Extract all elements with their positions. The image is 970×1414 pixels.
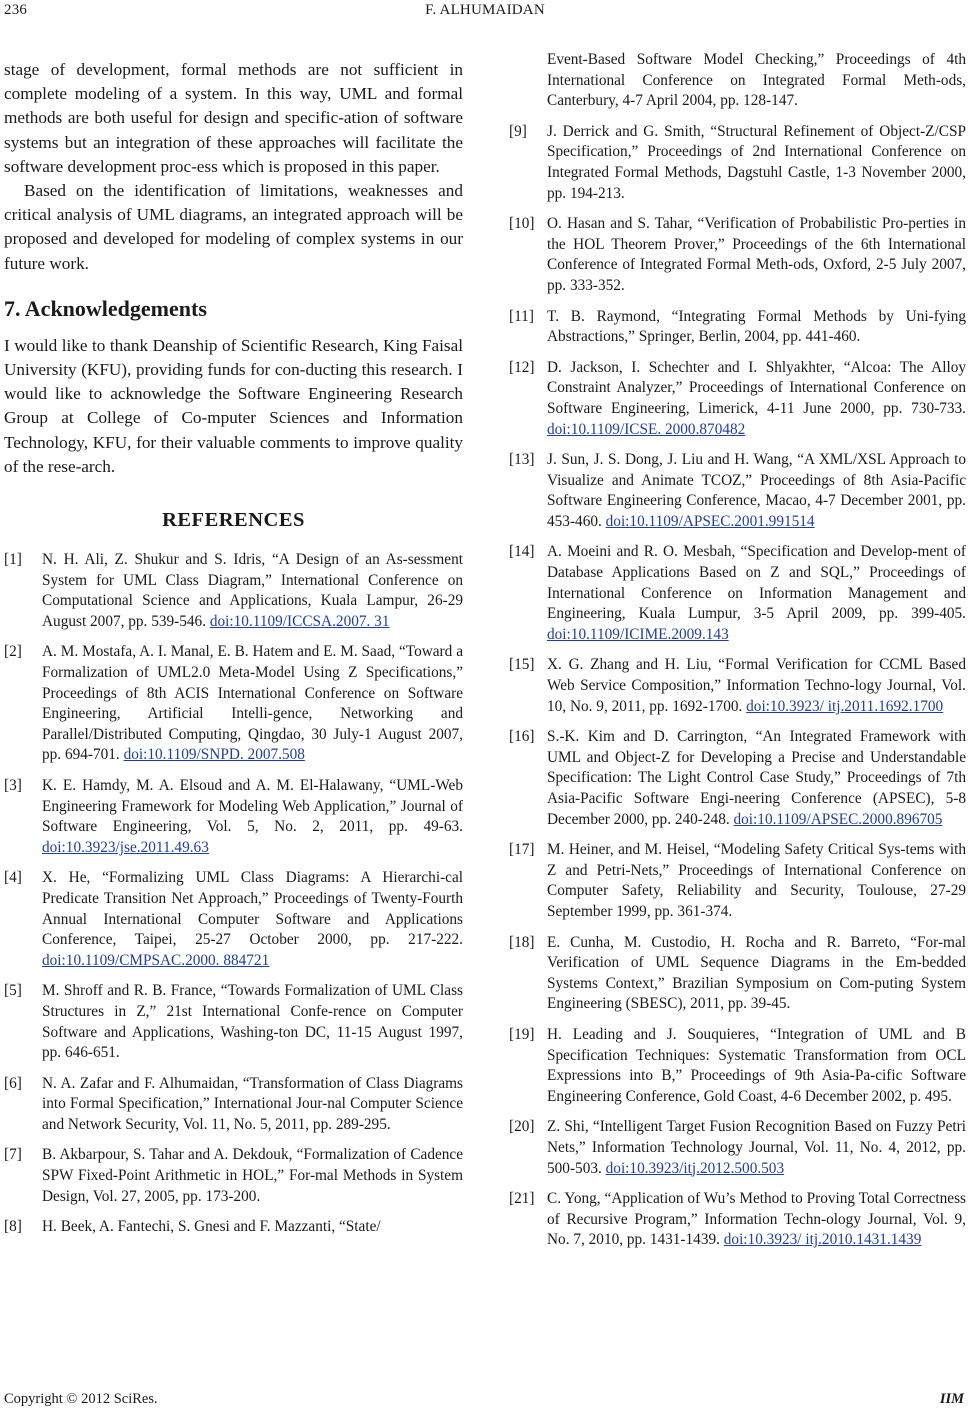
reference-text xyxy=(42,1145,463,1207)
reference-item xyxy=(4,1217,463,1238)
reference-citation: K. E. Hamdy, M. A. Elsoud and A. M. El-Halawany, “UML-Web Engineering Framework for Modeling Web Application,” Journal of Software Engineering, Vol. 5, No. 2, 2011, pp. 49-63. xyxy=(42,776,463,836)
reference-text xyxy=(547,214,966,296)
reference-number: [3] xyxy=(4,776,22,794)
left-column xyxy=(4,58,463,1248)
reference-citation: C. Yong, “Application of Wu’s Method to Proving Total Correctness of Recursive Program,” Information Techn-ology Journal, Vol. 9, No. 7, 2010, pp. 1431-1439. xyxy=(547,1190,966,1249)
reference-item xyxy=(4,1074,463,1136)
reference-citation: N. A. Zafar and F. Alhumaidan, “Transformation of Class Diagrams into Formal Specification,” International Jour-nal Computer Science and Network Security, Vol. 11, No. 5, 2011, pp. 289-295. xyxy=(42,1074,463,1133)
body-paragraph: Based on the identification of limitations, weaknesses and critical analysis of UML diagrams, an integrated approach will be proposed and developed for modeling of complex systems in our future work. xyxy=(4,181,463,273)
reference-text xyxy=(547,307,966,348)
right-column xyxy=(509,50,966,1261)
reference-item xyxy=(509,542,966,645)
reference-list xyxy=(509,50,966,1251)
reference-citation: A. M. Mostafa, A. I. Manal, E. B. Hatem and E. M. Saad, “Toward a Formalization of UML2.0 Meta-Model Using Z Specifications,” Proceedings of 8th ACIS International Conference on Software Engineering, Artificial Intelli-gence, Networking and Parallel/Distributed Computing, Qingdao, 30 July-1 August 2007, pp. 694-701. xyxy=(42,643,463,764)
copyright-footer: Copyright © 2012 SciRes. xyxy=(4,1391,158,1407)
reference-citation: D. Jackson, I. Schechter and I. Shlyakhter, “Alcoa: The Alloy Constraint Analyzer,” Proceedings of International Conference on Software Engineering, Limerick, 4-11 June 2000, pp. 730-733. xyxy=(547,358,966,417)
reference-text xyxy=(547,933,966,1015)
reference-citation: X. He, “Formalizing UML Class Diagrams: A Hierarchi-cal Predicate Transition Net Approach,” Proceedings of Twenty-Fourth Annual International Computer Software and Applications Conference, Taipei, 25-27 October 2000, pp. 217-222. xyxy=(42,869,463,949)
reference-text xyxy=(547,1117,966,1179)
doi-link[interactable]: doi:10.3923/ itj.2010.1431.1439 xyxy=(723,1231,922,1249)
section-title: 7. Acknowledgements xyxy=(4,295,207,321)
acknowledgement-paragraph: I would like to thank Deanship of Scientific Research, King Faisal University (KFU), providing funds for con-ducting this research. I would like to acknowledge the Software Engineering Research Group at College of Co-mputer Sciences and Information Technology, KFU, for their valuable comments to improve quality of the rese-arch. xyxy=(4,335,463,476)
reference-item xyxy=(4,642,463,766)
reference-text xyxy=(547,1025,966,1107)
journal-footer: IIM xyxy=(939,1391,964,1407)
reference-citation: Z. Shi, “Intelligent Target Fusion Recognition Based on Fuzzy Petri Nets,” Information Technology Journal, Vol. 11, No. 4, 2012, pp. 500-503. xyxy=(547,1118,966,1177)
reference-text xyxy=(547,727,966,830)
reference-text xyxy=(547,1189,966,1251)
reference-number: [13] xyxy=(509,451,535,469)
reference-item xyxy=(4,868,463,971)
reference-citation: M. Shroff and R. B. France, “Towards Formalization of UML Class Structures in Z,” 21st International Confe-rence on Computer Software and Applications, Washing-ton DC, 11-15 August 1997, pp. 646-651. xyxy=(42,982,463,1062)
reference-item xyxy=(4,776,463,858)
reference-citation: A. Moeini and R. O. Mesbah, “Specification and Develop-ment of Database Applications Based on Z and SQL,” Proceedings of International Conference on Information Management and Engineering, Kuala Lumpur, 3-5 April 2009, pp. 399-405. xyxy=(547,543,966,623)
reference-text xyxy=(42,1074,463,1136)
reference-citation: J. Sun, J. S. Dong, J. Liu and H. Wang, “A XML/XSL Approach to Visualize and Animate TCOZ,” Proceedings of 8th Asia-Pacific Software Engineering Conference, Macao, 4-7 December 2001, pp. 453-460. xyxy=(547,451,966,530)
reference-item xyxy=(509,358,966,440)
reference-citation: B. Akbarpour, S. Tahar and A. Dekdouk, “Formalization of Cadence SPW Fixed-Point Arithmetic in HOL,” For-mal Methods in System Design, Vol. 27, 2005, pp. 173-200. xyxy=(42,1146,463,1205)
reference-citation: H. Leading and J. Souquieres, “Integration of UML and B Specification Techniques: Systematic Transformation from OCL Expressions into B,” Proceedings of 9th Asia-Pa-cific Software Engineering Conference, Gold Coast, 4-6 December 2002, p. 495. xyxy=(547,1025,966,1105)
reference-number: [2] xyxy=(4,643,22,661)
reference-number: [9] xyxy=(509,122,527,140)
page-number: 236 xyxy=(4,2,28,18)
reference-text xyxy=(42,550,463,632)
reference-list xyxy=(4,550,463,1238)
reference-text xyxy=(42,642,463,766)
reference-citation: E. Cunha, M. Custodio, H. Rocha and R. Barreto, “For-mal Verification of UML Sequence Diagrams in the Em-bedded Systems Context,” Brazilian Symposium on Com-puting System Engineering (SBESC), 2011, pp. 39-45. xyxy=(547,933,966,1013)
reference-text xyxy=(547,50,966,112)
body-paragraph: stage of development, formal methods are not sufficient in complete modeling of a system. In this way, UML and formal methods are both useful for design and specific-ation of software systems but an integration of these approaches will facilitate the software development proc-ess which is proposed in this paper. xyxy=(4,60,463,176)
doi-link[interactable]: doi:10.3923/jse.2011.49.63 xyxy=(42,838,209,856)
reference-citation: S.-K. Kim and D. Carrington, “An Integrated Framework with UML and Object-Z for Developing a Precise and Understandable Specification: The Light Control Case Study,” Proceedings of 7th Asia-Pacific Software Engi-neering Conference (APSEC), 5-8 December 2000, pp. 240-248. xyxy=(547,728,966,828)
doi-link[interactable]: doi:10.1109/CMPSAC.2000. 884721 xyxy=(42,951,270,969)
reference-number: [15] xyxy=(509,656,535,674)
reference-number: [10] xyxy=(509,215,535,233)
reference-number: [7] xyxy=(4,1146,22,1164)
running-head: F. ALHUMAIDAN xyxy=(425,2,545,18)
doi-link[interactable]: doi:10.1109/APSEC.2001.991514 xyxy=(605,512,815,530)
reference-number: [6] xyxy=(4,1074,22,1092)
reference-text xyxy=(547,122,966,204)
reference-item xyxy=(509,1025,966,1107)
reference-citation: N. H. Ali, Z. Shukur and S. Idris, “A Design of an As-sessment System for UML Class Diagram,” International Conference on Computational Science and Applications, Kuala Lampur, 26-29 August 2007, pp. 539-546. xyxy=(42,551,463,630)
reference-number: [5] xyxy=(4,982,22,1000)
reference-item xyxy=(509,933,966,1015)
doi-link[interactable]: doi:10.1109/SNPD. 2007.508 xyxy=(123,746,305,764)
reference-number: [4] xyxy=(4,869,22,887)
reference-text xyxy=(42,1217,463,1238)
reference-item xyxy=(509,1189,966,1251)
reference-citation: O. Hasan and S. Tahar, “Verification of Probabilistic Pro-perties in the HOL Theorem Prover,” Proceedings of the 6th International Conference of Integrated Formal Meth-ods, Oxford, 2-5 July 2007, pp. 333-352. xyxy=(547,215,966,294)
reference-citation: Event-Based Software Model Checking,” Proceedings of 4th International Conference on Integrated Formal Meth-ods, Canterbury, 4-7 April 2004, pp. 128-147. xyxy=(547,51,966,110)
reference-number: [12] xyxy=(509,358,535,376)
reference-text xyxy=(547,358,966,440)
reference-citation: T. B. Raymond, “Integrating Formal Methods by Uni-fying Abstractions,” Springer, Berlin, 2004, pp. 441-460. xyxy=(547,307,966,346)
reference-text xyxy=(547,655,966,717)
doi-link[interactable]: doi:10.1109/APSEC.2000.896705 xyxy=(733,810,943,828)
reference-item xyxy=(4,550,463,632)
reference-item xyxy=(509,307,966,348)
doi-link[interactable]: doi:10.1109/ICSE. 2000.870482 xyxy=(547,420,746,438)
reference-citation: J. Derrick and G. Smith, “Structural Refinement of Object-Z/CSP Specification,” Proceedings of 2nd International Conference on Integrated Formal Methods, Dagstuhl Castle, 1-3 November 2000, pp. 194-213. xyxy=(547,122,966,202)
reference-item xyxy=(4,981,463,1063)
reference-number: [17] xyxy=(509,841,535,859)
reference-text xyxy=(42,981,463,1063)
doi-link[interactable]: doi:10.3923/ itj.2011.1692.1700 xyxy=(746,697,944,715)
doi-link[interactable]: doi:10.1109/ICIME.2009.143 xyxy=(547,625,729,643)
reference-item xyxy=(509,1117,966,1179)
reference-text xyxy=(547,450,966,532)
reference-citation: X. G. Zhang and H. Liu, “Formal Verification for CCML Based Web Service Composition,” Information Techno-logy Journal, Vol. 10, No. 9, 2011, pp. 1692-1700. xyxy=(547,656,966,715)
reference-number: [18] xyxy=(509,933,535,951)
reference-item xyxy=(509,214,966,296)
reference-item xyxy=(509,655,966,717)
reference-item xyxy=(4,1145,463,1207)
reference-item xyxy=(509,122,966,204)
reference-item xyxy=(509,50,966,112)
reference-number: [14] xyxy=(509,543,535,561)
reference-text xyxy=(42,776,463,858)
reference-number: [11] xyxy=(509,307,534,325)
reference-item xyxy=(509,450,966,532)
reference-text xyxy=(547,840,966,922)
reference-item xyxy=(509,727,966,830)
reference-citation: H. Beek, A. Fantechi, S. Gnesi and F. Mazzanti, “State/ xyxy=(42,1218,381,1236)
reference-number: [1] xyxy=(4,551,22,569)
reference-number: [21] xyxy=(509,1190,535,1208)
doi-link[interactable]: doi:10.3923/itj.2012.500.503 xyxy=(605,1159,785,1177)
references-title: REFERENCES xyxy=(162,509,305,532)
reference-number: [16] xyxy=(509,728,535,746)
reference-text xyxy=(547,542,966,645)
reference-text xyxy=(42,868,463,971)
doi-link[interactable]: doi:10.1109/ICCSA.2007. 31 xyxy=(209,612,390,630)
reference-item xyxy=(509,840,966,922)
reference-citation: M. Heiner, and M. Heisel, “Modeling Safety Critical Sys-tems with Z and Petri-Nets,” Proceedings of International Conference on Computer Safety, Reliability and Security, Toulouse, 27-29 September 1999, pp. 361-374. xyxy=(547,841,966,920)
reference-number: [19] xyxy=(509,1025,535,1043)
reference-number: [20] xyxy=(509,1118,535,1136)
reference-number: [8] xyxy=(4,1218,22,1236)
